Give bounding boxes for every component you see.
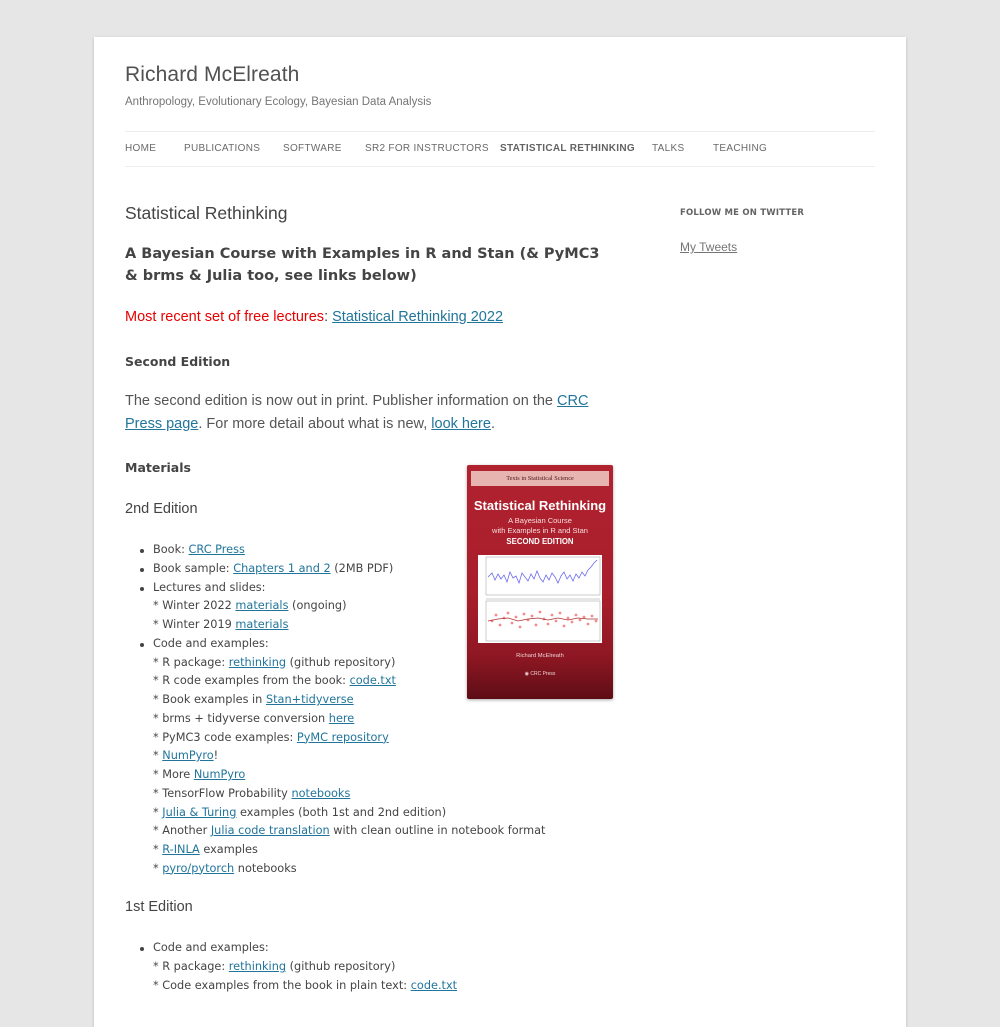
nav-software[interactable]: SOFTWARE xyxy=(283,143,342,154)
list-item-text: Book: xyxy=(153,543,189,556)
second-edition-materials-heading: 2nd Edition xyxy=(125,501,198,517)
nav-sr2-instructors[interactable]: SR2 FOR INSTRUCTORS xyxy=(365,143,489,154)
lectures-line xyxy=(125,309,503,325)
twitter-widget-title: FOLLOW ME ON TWITTER xyxy=(680,208,805,218)
materials-heading: Materials xyxy=(125,460,191,475)
list-item-suffix: with clean outline in notebook format xyxy=(329,824,546,838)
site-title[interactable]: Richard McElreath xyxy=(125,63,300,86)
second-edition-heading: Second Edition xyxy=(125,354,231,369)
list-item xyxy=(153,939,457,958)
book-subtitle-2: with Examples in R and Stan xyxy=(492,526,588,535)
page-subtitle: A Bayesian Course with Examples in R and Stan (& PyMC3 & brms & Julia too, see links below) xyxy=(125,246,600,284)
list-item-link[interactable]: PyMC repository xyxy=(296,730,389,744)
list-item-link[interactable]: materials xyxy=(235,599,289,613)
list-item-text: * xyxy=(153,805,163,819)
list-item xyxy=(153,766,545,785)
list-item-text: * R package: xyxy=(153,655,229,669)
list-item-text: * PyMC3 code examples: xyxy=(153,730,297,744)
publisher-name: CRC Press xyxy=(530,671,556,677)
book-series-band: Texts in Statistical Science xyxy=(471,471,609,486)
book-cover-image[interactable] xyxy=(467,465,613,699)
second-edition-text-3: . xyxy=(490,415,495,432)
list-item-text: * R code examples from the book: xyxy=(153,674,350,688)
second-edition-text xyxy=(125,390,615,435)
book-edition: SECOND EDITION xyxy=(506,537,574,546)
list-item xyxy=(153,841,545,860)
book-cover-plot xyxy=(478,555,602,643)
list-item-text: * Book examples in xyxy=(153,693,266,706)
list-item xyxy=(153,958,457,977)
list-item-text: * TensorFlow Probability xyxy=(153,786,292,800)
first-edition-list xyxy=(153,939,457,995)
look-here-link[interactable]: look here xyxy=(431,415,491,432)
list-item-text: * Winter 2022 xyxy=(153,599,236,613)
list-item xyxy=(153,977,457,996)
list-item xyxy=(153,729,545,748)
list-item-suffix: examples xyxy=(199,843,258,856)
list-item-link[interactable]: Stan+tidyverse xyxy=(265,693,354,706)
list-item-text: Lectures and slides: xyxy=(153,580,266,594)
lectures-lead: Most recent set of free lectures xyxy=(125,309,325,325)
book-subtitle-1: A Bayesian Course xyxy=(508,516,572,525)
list-item-link[interactable]: materials xyxy=(235,618,289,631)
list-item-link[interactable]: Chapters 1 and 2 xyxy=(233,561,331,575)
list-item-suffix: notebooks xyxy=(234,861,297,875)
list-item-text: * Winter 2019 xyxy=(153,618,236,631)
list-item xyxy=(153,747,545,766)
nav-home[interactable]: HOME xyxy=(125,143,157,154)
list-item-text: * R package: xyxy=(153,959,229,973)
list-item-text: * xyxy=(153,861,163,875)
list-item-text: * Code examples from the book in plain text: xyxy=(153,978,411,992)
list-item-suffix: ! xyxy=(213,749,219,763)
list-item-link[interactable]: Julia & Turing xyxy=(162,805,237,819)
list-item-link[interactable]: code.txt xyxy=(410,978,458,992)
list-item-link[interactable]: NumPyro xyxy=(162,749,214,763)
nav-statistical-rethinking[interactable]: STATISTICAL RETHINKING xyxy=(500,143,635,154)
list-item-text: * xyxy=(153,843,163,856)
crc-press-page-link[interactable]: CRC Press page xyxy=(125,393,589,432)
list-item-link[interactable]: rethinking xyxy=(228,959,287,973)
lectures-sep: : xyxy=(324,309,333,325)
list-item-suffix: (github repository) xyxy=(286,959,396,973)
list-item xyxy=(153,785,545,804)
book-subtitle xyxy=(467,516,613,536)
list-item-suffix: examples (both 1st and 2nd edition) xyxy=(236,805,447,819)
list-item-link[interactable]: R-INLA xyxy=(162,843,200,856)
nav-teaching[interactable]: TEACHING xyxy=(713,143,768,154)
list-item-link[interactable]: Julia code translation xyxy=(210,824,330,838)
site-description: Anthropology, Evolutionary Ecology, Bayesian Data Analysis xyxy=(125,96,432,108)
first-edition-heading: 1st Edition xyxy=(125,899,193,915)
second-edition-text-1: The second edition is now out in print. Publisher information on the xyxy=(125,393,558,409)
list-item xyxy=(153,804,545,823)
list-item-link[interactable]: code.txt xyxy=(349,674,396,688)
book-title: Statistical Rethinking xyxy=(473,498,607,513)
list-item-text: * xyxy=(153,749,163,763)
list-item-link[interactable]: pyro/pytorch xyxy=(162,861,235,875)
list-item-suffix: (github repository) xyxy=(286,655,396,669)
list-item-text: * More xyxy=(153,768,194,781)
lectures-link[interactable]: Statistical Rethinking 2022 xyxy=(332,309,504,325)
list-item xyxy=(153,710,545,729)
list-item-text: Code and examples: xyxy=(153,636,269,650)
list-item-text: * brms + tidyverse conversion xyxy=(153,711,329,725)
list-item-text: Code and examples: xyxy=(153,941,269,954)
book-author: Richard McElreath xyxy=(516,653,564,659)
list-item-link[interactable]: here xyxy=(328,711,355,725)
page-title: Statistical Rethinking xyxy=(125,203,288,223)
second-edition-text-2: . For more detail about what is new, xyxy=(198,415,432,432)
nav-talks[interactable]: TALKS xyxy=(652,143,685,154)
sidebar xyxy=(680,208,880,254)
list-item-suffix: (2MB PDF) xyxy=(330,561,394,575)
list-item-link[interactable]: NumPyro xyxy=(193,768,246,781)
list-item-link[interactable]: rethinking xyxy=(228,655,287,669)
list-item-text: Book sample: xyxy=(153,561,234,575)
my-tweets-link[interactable]: My Tweets xyxy=(680,240,738,254)
list-item xyxy=(153,822,545,841)
list-item-link[interactable]: notebooks xyxy=(291,786,351,800)
main-nav xyxy=(125,131,875,167)
list-item-suffix: (ongoing) xyxy=(288,599,347,613)
list-item-text: * Another xyxy=(153,824,211,838)
page-container xyxy=(94,37,906,1027)
publisher-logo-icon: ◉ xyxy=(524,671,529,677)
nav-publications[interactable]: PUBLICATIONS xyxy=(184,143,261,154)
list-item xyxy=(153,860,545,879)
list-item-link[interactable]: CRC Press xyxy=(188,543,245,556)
publisher-logo xyxy=(467,671,613,677)
